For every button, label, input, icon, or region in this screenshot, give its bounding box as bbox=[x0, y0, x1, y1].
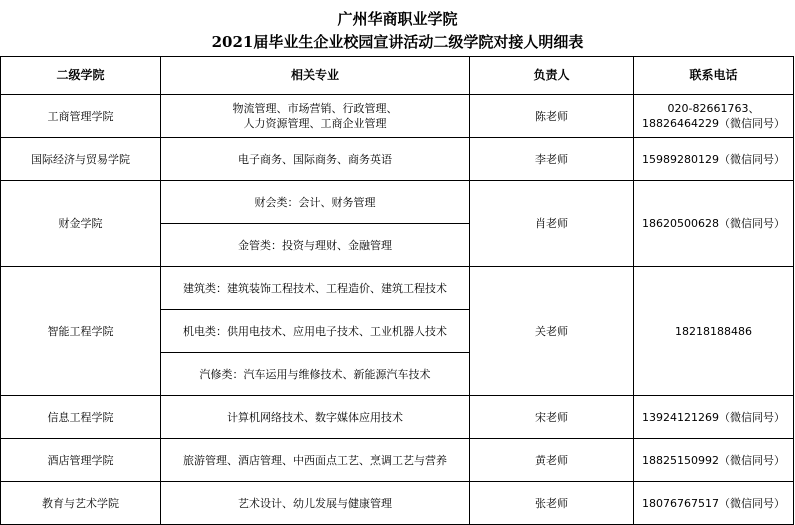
contact-cell: 肖老师 bbox=[470, 181, 634, 267]
table-row bbox=[1, 181, 794, 224]
header-majors: 相关专业 bbox=[161, 57, 470, 95]
contact-cell: 黄老师 bbox=[470, 439, 634, 482]
phone-cell: 13924121269（微信同号） bbox=[634, 396, 794, 439]
college-cell: 工商管理学院 bbox=[1, 95, 161, 138]
majors-cell: 建筑类：建筑装饰工程技术、工程造价、建筑工程技术 bbox=[161, 267, 470, 310]
header-college: 二级学院 bbox=[1, 57, 161, 95]
majors-cell: 机电类：供用电技术、应用电子技术、工业机器人技术 bbox=[161, 310, 470, 353]
contact-cell: 关老师 bbox=[470, 267, 634, 396]
table-row bbox=[1, 95, 794, 138]
college-cell: 教育与艺术学院 bbox=[1, 482, 161, 525]
phone-cell: 18076767517（微信同号） bbox=[634, 482, 794, 525]
contact-cell: 李老师 bbox=[470, 138, 634, 181]
table-row bbox=[1, 138, 794, 181]
phone-line: 020-82661763、 bbox=[667, 102, 760, 115]
contact-cell: 张老师 bbox=[470, 482, 634, 525]
majors-cell: 财会类：会计、财务管理 bbox=[161, 181, 470, 224]
table-row bbox=[1, 396, 794, 439]
page-subtitle: 2021届毕业生企业校园宣讲活动二级学院对接人明细表 bbox=[211, 33, 584, 51]
majors-line: 人力资源管理、工商企业管理 bbox=[243, 117, 387, 130]
table-row bbox=[1, 439, 794, 482]
header-contact: 负责人 bbox=[470, 57, 634, 95]
table-header-row bbox=[1, 57, 794, 95]
college-cell: 信息工程学院 bbox=[1, 396, 161, 439]
college-cell: 国际经济与贸易学院 bbox=[1, 138, 161, 181]
majors-cell: 金管类：投资与理财、金融管理 bbox=[161, 224, 470, 267]
phone-cell bbox=[634, 95, 794, 138]
majors-cell: 旅游管理、酒店管理、中西面点工艺、烹调工艺与营养 bbox=[161, 439, 470, 482]
college-cell: 财金学院 bbox=[1, 181, 161, 267]
majors-cell: 汽修类：汽车运用与维修技术、新能源汽车技术 bbox=[161, 353, 470, 396]
contact-table bbox=[0, 56, 794, 525]
phone-line: 18826464229（微信同号） bbox=[642, 117, 785, 130]
phone-cell: 15989280129（微信同号） bbox=[634, 138, 794, 181]
majors-cell: 电子商务、国际商务、商务英语 bbox=[161, 138, 470, 181]
majors-cell bbox=[161, 95, 470, 138]
header-phone: 联系电话 bbox=[634, 57, 794, 95]
table-row bbox=[1, 482, 794, 525]
majors-cell: 艺术设计、幼儿发展与健康管理 bbox=[161, 482, 470, 525]
phone-cell: 18620500628（微信同号） bbox=[634, 181, 794, 267]
majors-line: 物流管理、市场营销、行政管理、 bbox=[232, 102, 398, 115]
page-title: 广州华商职业学院 bbox=[337, 10, 458, 28]
college-cell: 酒店管理学院 bbox=[1, 439, 161, 482]
contact-cell: 宋老师 bbox=[470, 396, 634, 439]
contact-cell: 陈老师 bbox=[470, 95, 634, 138]
college-cell: 智能工程学院 bbox=[1, 267, 161, 396]
majors-cell: 计算机网络技术、数字媒体应用技术 bbox=[161, 396, 470, 439]
phone-cell: 18218188486 bbox=[634, 267, 794, 396]
phone-cell: 18825150992（微信同号） bbox=[634, 439, 794, 482]
table-row bbox=[1, 267, 794, 310]
